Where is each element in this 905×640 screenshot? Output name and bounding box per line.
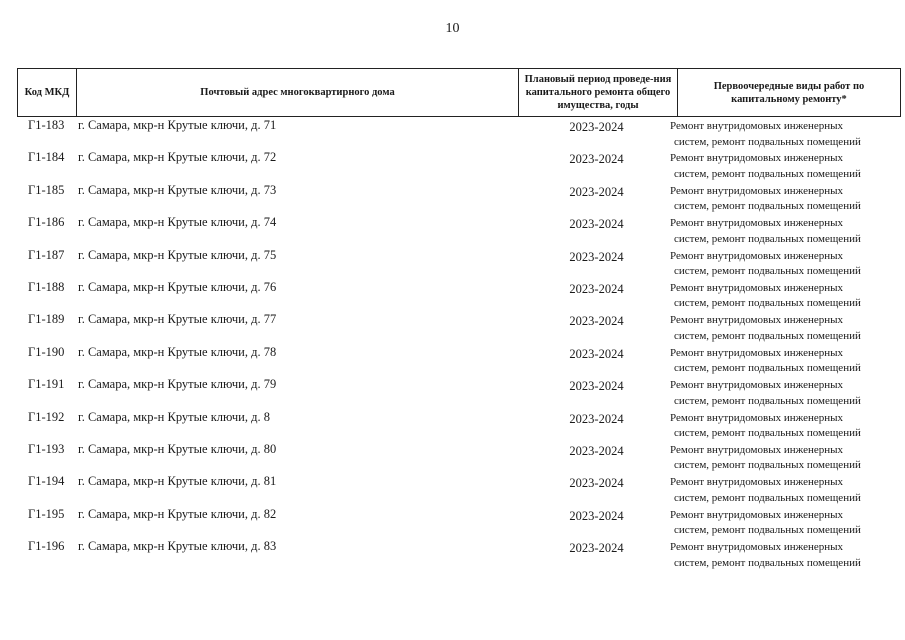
cell-code: Г1-190: [28, 344, 65, 359]
table-body: [17, 117, 901, 570]
cell-code: Г1-186: [28, 215, 65, 230]
cell-address: г. Самара, мкр-н Крутые ключи, д. 81: [78, 474, 277, 489]
cell-period: 2023-2024: [569, 379, 624, 394]
works-line-2: систем, ремонт подвальных помещений: [674, 459, 861, 472]
cell-code: Г1-183: [28, 118, 65, 132]
works-line-1: Ремонт внутридомовых инженерных: [670, 379, 844, 392]
cell-address: г. Самара, мкр-н Крутые ключи, д. 8: [78, 409, 270, 424]
works-line-1: Ремонт внутридомовых инженерных: [670, 541, 844, 554]
works-line-2: систем, ремонт подвальных помещений: [674, 135, 861, 148]
cell-address: г. Самара, мкр-н Крутые ключи, д. 72: [78, 150, 277, 165]
table-row: [17, 311, 901, 343]
cell-period: 2023-2024: [569, 120, 624, 134]
cell-address: г. Самара, мкр-н Крутые ключи, д. 82: [78, 506, 277, 521]
cell-code: Г1-191: [28, 377, 65, 392]
table-row: [17, 214, 901, 246]
cell-works: [670, 411, 900, 442]
works-line-2: систем, ремонт подвальных помещений: [674, 427, 861, 440]
works-line-1: Ремонт внутридомовых инженерных: [670, 411, 844, 424]
table-row: [17, 117, 901, 149]
cell-code: Г1-193: [28, 441, 65, 456]
works-line-2: систем, ремонт подвальных помещений: [674, 556, 861, 569]
page-number: 10: [445, 21, 460, 36]
works-line-2: систем, ремонт подвальных помещений: [674, 394, 861, 407]
cell-works: [670, 184, 900, 215]
header-address: Почтовый адрес многоквартирного дома: [77, 69, 519, 116]
works-line-1: Ремонт внутридомовых инженерных: [670, 120, 844, 132]
cell-works: [670, 313, 900, 344]
cell-address: г. Самара, мкр-н Крутые ключи, д. 83: [78, 539, 277, 554]
cell-period: 2023-2024: [569, 314, 624, 329]
cell-code: Г1-189: [28, 312, 65, 327]
cell-code: Г1-185: [28, 182, 65, 197]
cell-period: 2023-2024: [569, 346, 624, 361]
table-row: [17, 247, 901, 279]
cell-code: Г1-196: [28, 539, 65, 554]
works-line-1: Ремонт внутридомовых инженерных: [670, 476, 844, 489]
header-code: Код МКД: [18, 69, 77, 116]
cell-period: 2023-2024: [569, 152, 624, 167]
cell-period: 2023-2024: [569, 281, 624, 296]
works-line-1: Ремонт внутридомовых инженерных: [670, 314, 844, 327]
table-row: [17, 279, 901, 311]
cell-works: [670, 216, 900, 247]
works-line-1: Ремонт внутридомовых инженерных: [670, 184, 844, 197]
table-header: [17, 68, 901, 117]
cell-works: [670, 281, 900, 312]
works-line-1: Ремонт внутридомовых инженерных: [670, 152, 844, 165]
cell-period: 2023-2024: [569, 411, 624, 426]
works-line-1: Ремонт внутридомовых инженерных: [670, 249, 844, 262]
works-line-2: систем, ремонт подвальных помещений: [674, 167, 861, 180]
works-line-1: Ремонт внутридомовых инженерных: [670, 217, 844, 230]
cell-period: 2023-2024: [569, 508, 624, 523]
cell-address: г. Самара, мкр-н Крутые ключи, д. 76: [78, 279, 277, 294]
cell-code: Г1-195: [28, 506, 65, 521]
works-line-1: Ремонт внутридомовых инженерных: [670, 346, 844, 359]
cell-works: [670, 540, 900, 571]
table-row: [17, 409, 901, 441]
table-row: [17, 182, 901, 214]
cell-works: [670, 443, 900, 474]
cell-works: [670, 346, 900, 377]
works-line-1: Ремонт внутридомовых инженерных: [670, 281, 844, 294]
cell-code: Г1-188: [28, 279, 65, 294]
cell-period: 2023-2024: [569, 217, 624, 232]
table-row: [17, 506, 901, 538]
cell-address: г. Самара, мкр-н Крутые ключи, д. 80: [78, 441, 277, 456]
header-period: Плановый период проведе-ния капитального ремонта общего имущества, годы: [519, 69, 678, 116]
cell-address: г. Самара, мкр-н Крутые ключи, д. 75: [78, 247, 277, 262]
works-line-2: систем, ремонт подвальных помещений: [674, 329, 861, 342]
cell-address: г. Самара, мкр-н Крутые ключи, д. 74: [78, 215, 277, 230]
cell-address: г. Самара, мкр-н Крутые ключи, д. 79: [78, 377, 277, 392]
cell-code: Г1-194: [28, 474, 65, 489]
cell-address: г. Самара, мкр-н Крутые ключи, д. 77: [78, 312, 277, 327]
table-row: [17, 149, 901, 181]
table-row: [17, 376, 901, 408]
cell-period: 2023-2024: [569, 541, 624, 556]
cell-address: г. Самара, мкр-н Крутые ключи, д. 78: [78, 344, 277, 359]
cell-address: г. Самара, мкр-н Крутые ключи, д. 71: [78, 118, 277, 132]
table-row: [17, 538, 901, 570]
works-line-2: систем, ремонт подвальных помещений: [674, 200, 861, 213]
cell-works: [670, 119, 900, 150]
cell-works: [670, 151, 900, 182]
works-line-1: Ремонт внутридомовых инженерных: [670, 508, 844, 521]
cell-period: 2023-2024: [569, 443, 624, 458]
cell-code: Г1-187: [28, 247, 65, 262]
works-line-2: систем, ремонт подвальных помещений: [674, 524, 861, 537]
cell-works: [670, 508, 900, 539]
works-line-2: систем, ремонт подвальных помещений: [674, 362, 861, 375]
cell-period: 2023-2024: [569, 476, 624, 491]
works-line-2: систем, ремонт подвальных помещений: [674, 491, 861, 504]
cell-code: Г1-192: [28, 409, 65, 424]
cell-address: г. Самара, мкр-н Крутые ключи, д. 73: [78, 182, 277, 197]
cell-works: [670, 378, 900, 409]
cell-period: 2023-2024: [569, 249, 624, 264]
cell-works: [670, 475, 900, 506]
works-line-2: систем, ремонт подвальных помещений: [674, 232, 861, 245]
table-row: [17, 344, 901, 376]
header-works: Первоочередные виды работ по капитальному ремонту*: [713, 80, 865, 105]
works-line-2: систем, ремонт подвальных помещений: [674, 265, 861, 278]
cell-period: 2023-2024: [569, 184, 624, 199]
cell-code: Г1-184: [28, 150, 65, 165]
table-row: [17, 441, 901, 473]
table-row: [17, 473, 901, 505]
cell-works: [670, 249, 900, 280]
works-line-1: Ремонт внутридомовых инженерных: [670, 443, 844, 456]
works-line-2: систем, ремонт подвальных помещений: [674, 297, 861, 310]
